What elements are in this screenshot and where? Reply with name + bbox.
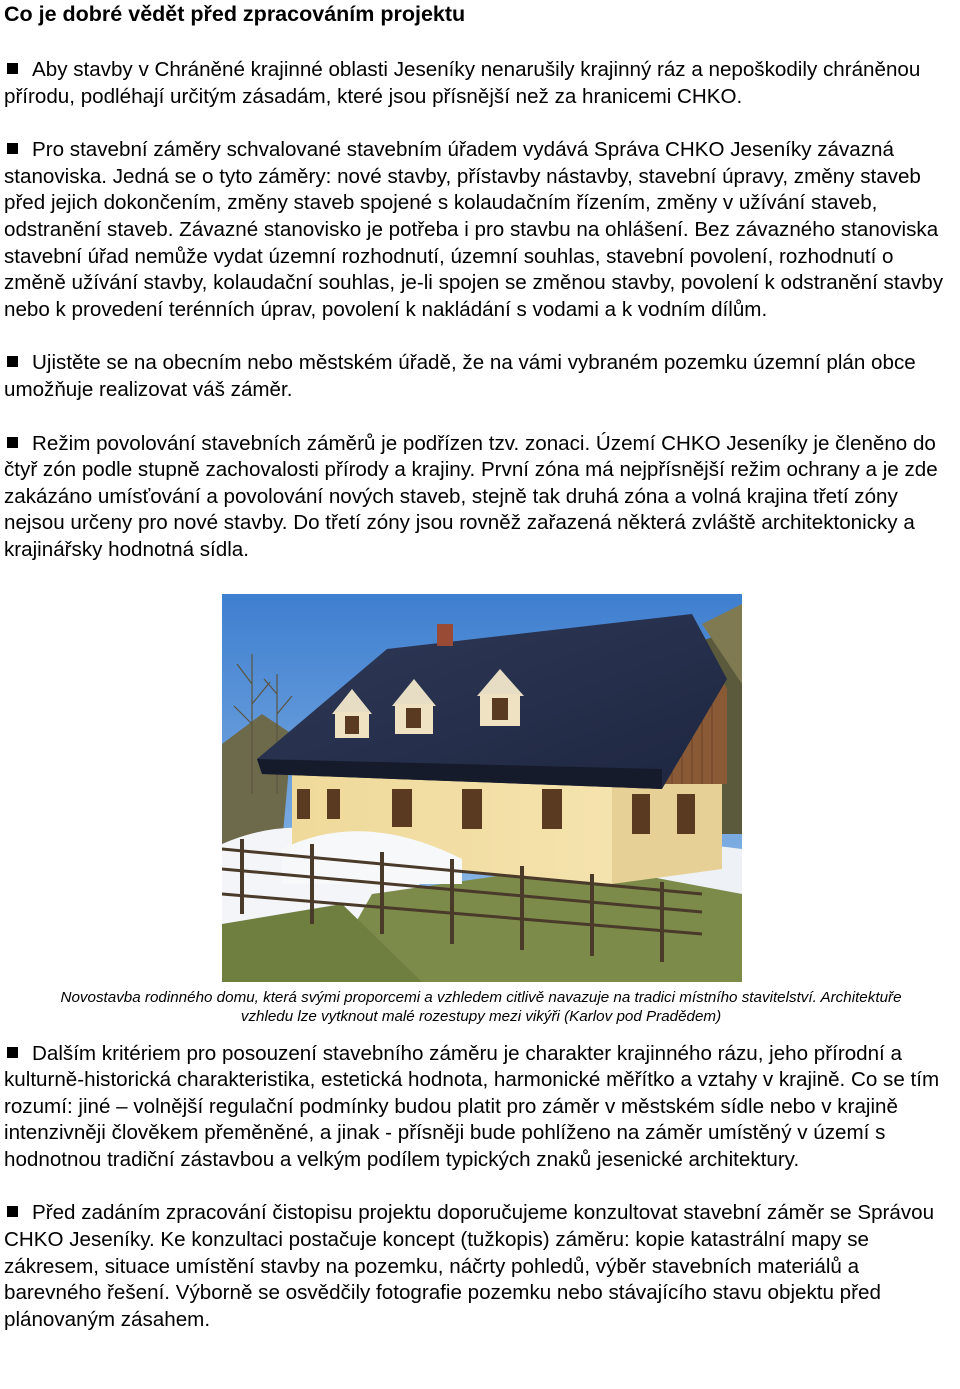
paragraph-1-text: Aby stavby v Chráněné krajinné oblasti Jeseníky nenarušily krajinný ráz a nepoškodily chráněnou přírodu, podléhají určitým zásadám, které jsou přísnější než za hranicemi CHKO. xyxy=(4,58,921,108)
paragraph-2 xyxy=(4,137,958,323)
bullet-square-icon xyxy=(7,143,18,154)
bullet-square-icon xyxy=(7,356,18,367)
paragraph-5 xyxy=(4,1041,958,1174)
figure-caption-line-1: Novostavba rodinného domu, která svými proporcemi a vzhledem citlivě navazuje na tradici místního stavitelství. Architektuře xyxy=(60,988,902,1006)
house-photo xyxy=(222,594,742,982)
bullet-square-icon xyxy=(7,1206,18,1217)
paragraph-4 xyxy=(4,431,958,564)
paragraph-4-text: Režim povolování stavebních záměrů je podřízen tzv. zonaci. Území CHKO Jeseníky je členěno do čtyř zón podle stupně zachovalosti přírody a krajiny. První zóna má nejpřísnější režim ochrany a je zde zakázáno umísťování a povolování nových staveb, stejně tak druhá zóna a volná krajina třetí zóny nejsou určeny pro nové stavby. Do třetí zóny jsou rovněž zařazená některá zvláště architektonicky a krajinářsky hodnotná sídla. xyxy=(4,431,938,561)
house-figure xyxy=(4,594,958,1026)
figure-caption-line-2: vzhledu lze vytknout malé rozestupy mezi vikýři (Karlov pod Pradědem) xyxy=(240,1007,722,1025)
paragraph-6-text: Před zadáním zpracování čistopisu projektu doporučujeme konzultovat stavební záměr se Správou CHKO Jeseníky. Ke konzultaci postačuje koncept (tužkopis) záměru: kopie katastrální mapy se zákresem, situace umístění stavby na pozemku, náčrty pohledů, výběr stavebních materiálů a barevného řešení. Výborně se osvědčily fotografie pozemku nebo stávajícího stavu objektu před plánovaným zásahem. xyxy=(4,1201,935,1331)
paragraph-1 xyxy=(4,57,958,110)
paragraph-2-text: Pro stavební záměry schvalované stavebním úřadem vydává Správa CHKO Jeseníky závazná stanoviska. Jedná se o tyto záměry: nové stavby, přístavby nástavby, stavební úpravy, změny staveb před jejich dokončením, změny staveb spojené s kolaudačním řízením, změny v užívání staveb, odstranění staveb. Závazné stanovisko je potřeba i pro stavbu na ohlášení. Bez závazného stanoviska stavební úřad nemůže vydat územní rozhodnutí, územní souhlas, stavební povolení, rozhodnutí o změně užívání stavby, kolaudační souhlas, je-li spojen se změnou stavby, povolení k odstranění stavby nebo k provedení terénních úprav, povolení k nakládání s vodami a k vodním dílům. xyxy=(4,138,944,321)
document-title: Co je dobré vědět před zpracováním projektu xyxy=(4,2,466,26)
paragraph-6 xyxy=(4,1200,958,1333)
figure-caption xyxy=(6,988,956,1026)
paragraph-3 xyxy=(4,350,958,403)
paragraph-3-text: Ujistěte se na obecním nebo městském úřadě, že na vámi vybraném pozemku územní plán obce umožňuje realizovat váš záměr. xyxy=(4,351,916,401)
paragraph-5-text: Dalším kritériem pro posouzení stavebního záměru je charakter krajinného rázu, jeho přírodní a kulturně-historická charakteristika, estetická hodnota, harmonické měřítko a vztahy v krajině. Co se tím rozumí: jiné – volnější regulační podmínky budou platit pro záměr v městském sídle nebo v krajině intenzivněji člověkem přeměněné, a jinak - přísněji bude pohlíženo na záměr umístěný v území s hodnotnou tradiční zástavbou a velkým podílem typických znaků jesenické architektury. xyxy=(4,1041,940,1171)
bullet-square-icon xyxy=(7,1047,18,1058)
bullet-square-icon xyxy=(7,437,18,448)
bullet-square-icon xyxy=(7,63,18,74)
